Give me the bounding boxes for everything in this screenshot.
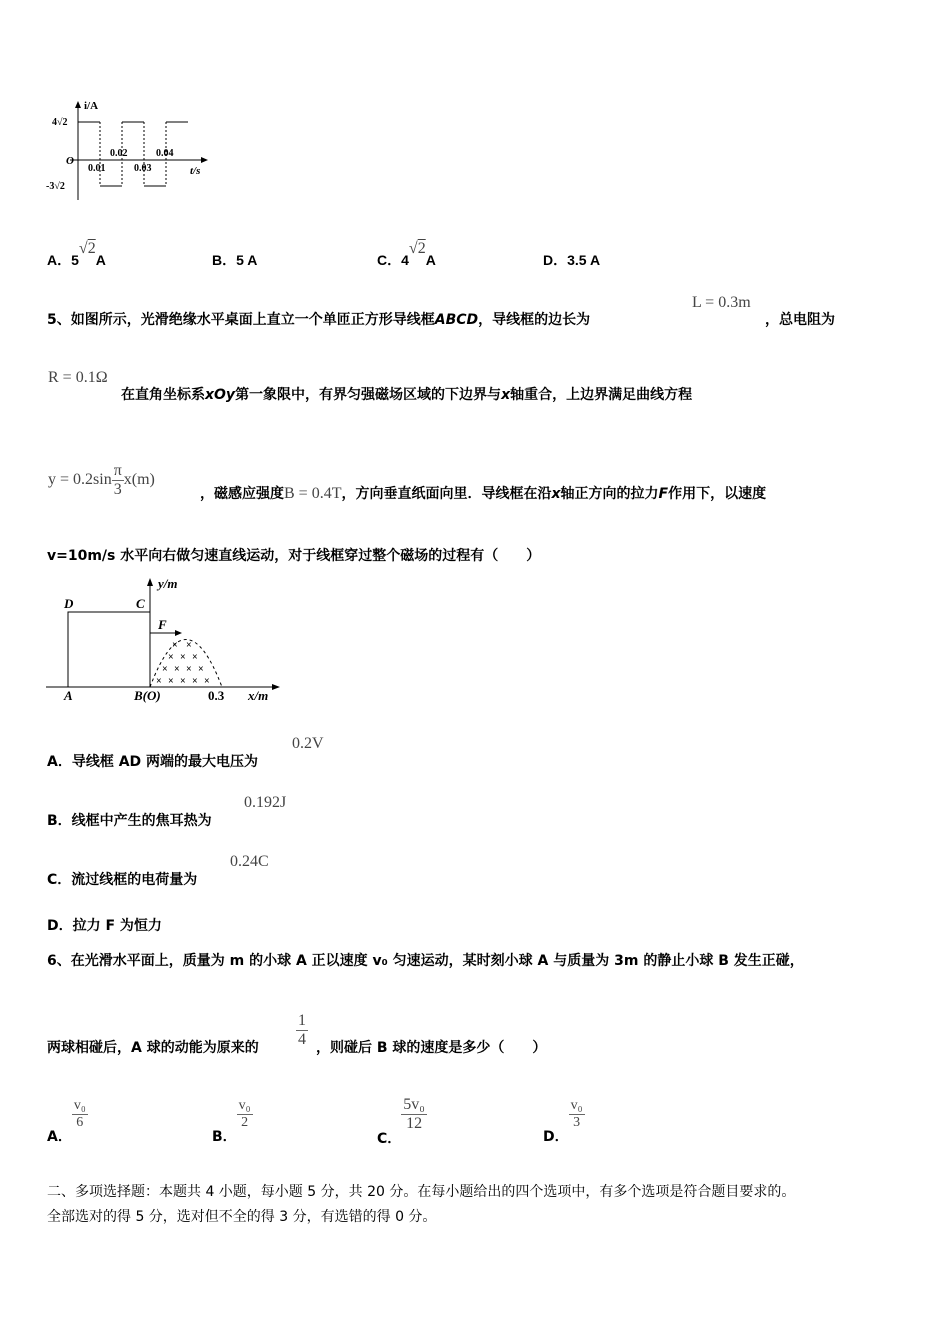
- x-label: x/m: [248, 688, 269, 703]
- label-A: A: [64, 688, 73, 703]
- q5-option-a-math: 0.2V: [292, 735, 324, 752]
- section2-line1: 二、多项选择题：本题共 4 小题，每小题 5 分，共 20 分。在每小题给出的四个选项中，有多个选项是符合题目要求的。: [47, 1184, 796, 1200]
- q5-B-expr: B = 0.4T: [284, 485, 342, 502]
- q6-option-d: D． $\frac{\text{v₀}}{3}$: [543, 1098, 583, 1145]
- origin-label: O: [66, 155, 74, 167]
- y-bottom-label: -3√2: [46, 181, 65, 192]
- svg-text:×: ×: [174, 664, 180, 675]
- q4-option-c: C．4√2A: [377, 240, 436, 268]
- svg-text:×: ×: [168, 676, 174, 687]
- q5-line4: v=10m/s 水平向右做匀速直线运动，对于线框穿过整个磁场的过程有（ ）: [47, 548, 541, 564]
- magnetic-field-diagram: [40, 572, 290, 712]
- svg-text:×: ×: [198, 664, 204, 675]
- label-F: F: [158, 617, 167, 632]
- q5-option-b: B．线框中产生的焦耳热为: [47, 813, 212, 829]
- y-top-label: 4√2: [52, 117, 68, 128]
- label-D: D: [64, 596, 74, 611]
- tick-0.03: 0.03: [134, 163, 152, 174]
- tick-0.04: 0.04: [156, 148, 174, 159]
- q5-line3: ，磁感应强度B = 0.4T，方向垂直纸面向里．导线框在沿x轴正方向的拉力F作用下，以速度: [200, 485, 767, 502]
- svg-text:×: ×: [180, 652, 186, 663]
- svg-text:×: ×: [172, 640, 178, 651]
- q5-option-c-math: 0.24C: [230, 853, 269, 870]
- svg-text:×: ×: [186, 664, 192, 675]
- svg-text:×: ×: [204, 676, 210, 687]
- q5-y-expr: y = 0.2sin $\frac{\pi}{3}$ x(m): [48, 462, 155, 498]
- q6-line1: 6、在光滑水平面上，质量为 m 的小球 A 正以速度 v₀ 匀速运动，某时刻小球 A 与质量为 3m 的静止小球 B 发生正碰，: [47, 953, 804, 969]
- tick-0.02: 0.02: [110, 148, 128, 159]
- q4-option-d: D．3.5 A: [543, 252, 601, 268]
- label-x-end: 0.3: [208, 688, 225, 703]
- label-C: C: [136, 596, 145, 611]
- q5-line1-end: ，总电阻为: [765, 312, 835, 328]
- svg-text:×: ×: [186, 640, 192, 651]
- q5-line1: 5、如图所示，光滑绝缘水平桌面上直立一个单匝正方形导线框ABCD，导线框的边长为: [47, 312, 591, 328]
- tick-0.01: 0.01: [88, 163, 106, 174]
- svg-text:×: ×: [156, 676, 162, 687]
- q4-option-b: B．5 A: [212, 252, 258, 268]
- section2-line2: 全部选对的得 5 分，选对但不全的得 3 分，有选错的得 0 分。: [47, 1209, 437, 1225]
- q5-L-expr: L = 0.3m: [692, 294, 751, 311]
- svg-text:×: ×: [168, 652, 174, 663]
- q6-option-c: C． $\frac{\text{5v₀}}{12}$: [377, 1096, 425, 1147]
- q5-R-expr: R = 0.1Ω: [48, 369, 108, 386]
- q5-option-d: D．拉力 F 为恒力: [47, 918, 162, 934]
- q6-option-a: A． $\frac{\text{v₀}}{6}$: [47, 1098, 86, 1145]
- current-time-graph: [40, 95, 215, 205]
- q5-line2: 在直角坐标系xOy第一象限中，有界匀强磁场区域的下边界与x轴重合，上边界满足曲线方程: [121, 387, 693, 403]
- y-label: y/m: [158, 576, 178, 591]
- q6-fraction: $\frac{1}{4}$: [298, 1012, 306, 1048]
- q4-option-a: A．5√2A: [47, 240, 106, 268]
- q6-line2-end: ，则碰后 B 球的速度是多少（ ）: [316, 1040, 547, 1056]
- q6-option-b: B． $\frac{\text{v₀}}{2}$: [212, 1098, 251, 1145]
- label-BO: B(O): [134, 688, 161, 703]
- svg-text:×: ×: [192, 676, 198, 687]
- q5-option-b-math: 0.192J: [244, 794, 287, 811]
- svg-text:×: ×: [162, 664, 168, 675]
- svg-text:×: ×: [192, 652, 198, 663]
- q5-option-c: C．流过线框的电荷量为: [47, 872, 198, 888]
- q6-line2: 两球相碰后，A 球的动能为原来的: [47, 1040, 259, 1056]
- q5-option-a: A．导线框 AD 两端的最大电压为: [47, 754, 259, 770]
- y-axis-label: i/A: [84, 100, 99, 112]
- svg-text:×: ×: [180, 676, 186, 687]
- x-axis-label: t/s: [190, 165, 201, 177]
